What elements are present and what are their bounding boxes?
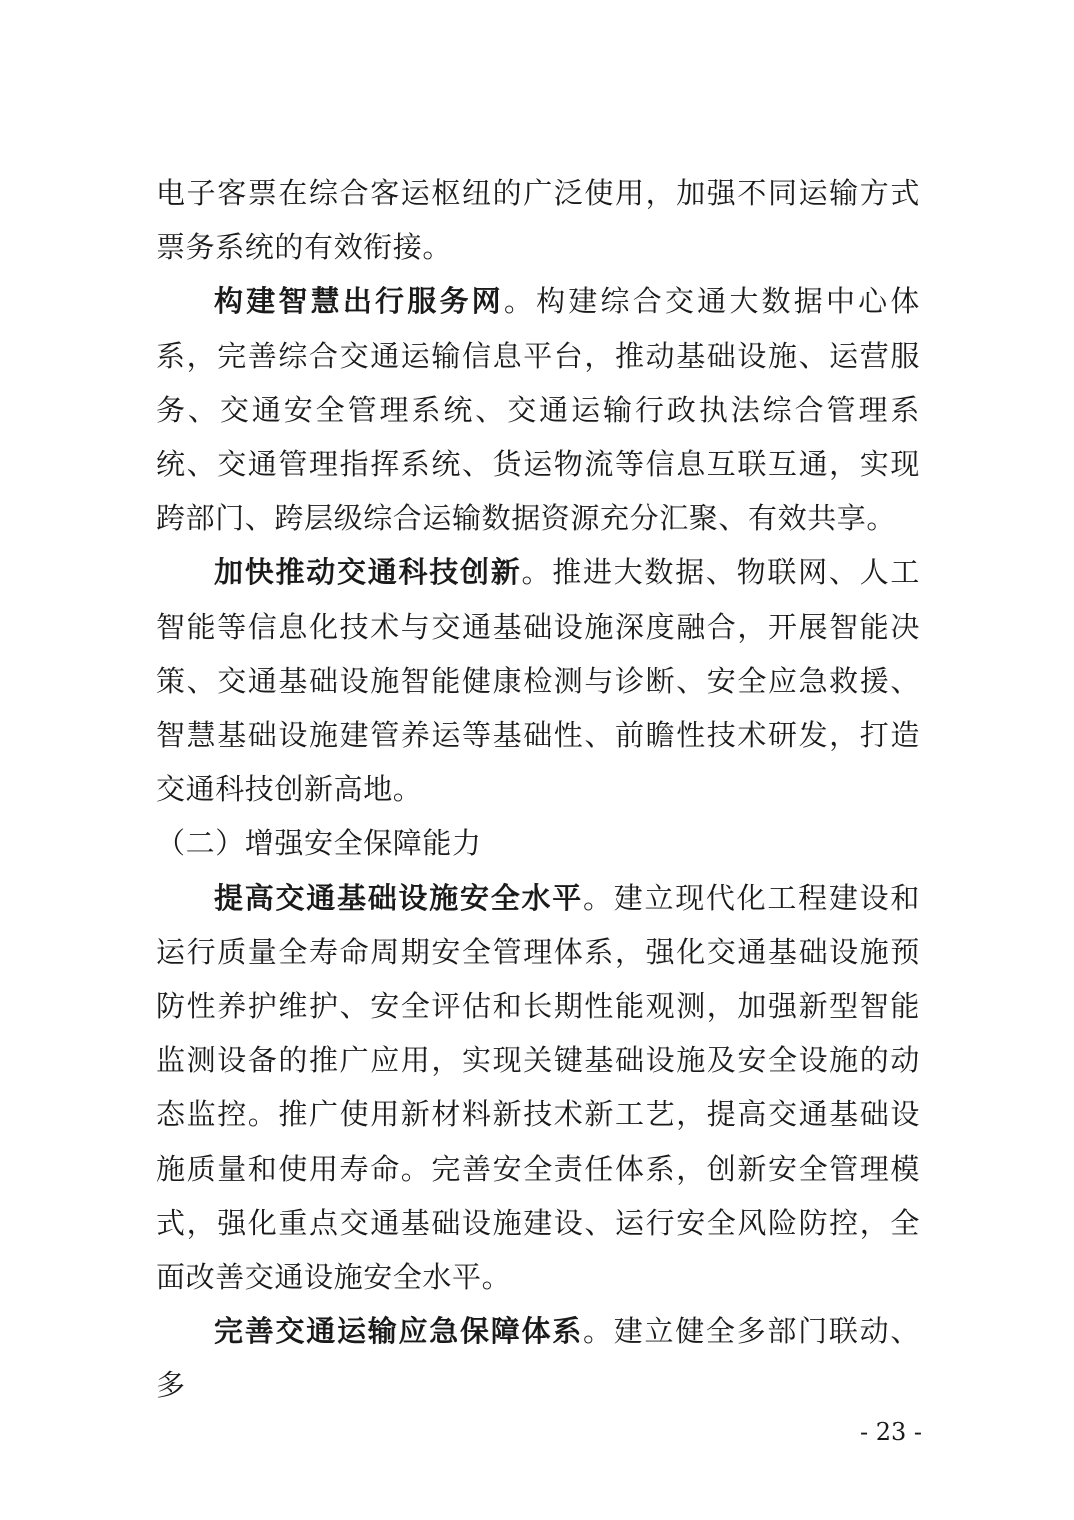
- paragraph-text: 电子客票在综合客运枢纽的广泛使用，加强不同运输方式票务系统的有效衔接。: [156, 176, 920, 265]
- paragraph-emergency-system: [156, 1304, 920, 1412]
- page-number: - 23 -: [859, 1418, 922, 1446]
- document-body: [156, 166, 920, 1413]
- paragraph-continuation: [156, 166, 920, 274]
- paragraph-infrastructure-safety: [156, 871, 920, 1305]
- paragraph-text: 。构建综合交通大数据中心体系，完善综合交通运输信息平台，推动基础设施、运营服务、交通安全管理系统、交通运输行政执法综合管理系统、交通管理指挥系统、货运物流等信息互联互通，实现跨部门、跨层级综合运输数据资源充分汇聚、有效共享。: [156, 284, 920, 536]
- paragraph-lead: 提高交通基础设施安全水平: [214, 880, 583, 915]
- section-heading: （二）增强安全保障能力: [156, 826, 482, 861]
- paragraph-text: 。建立健全多部门联动、多: [156, 1314, 921, 1403]
- paragraph-lead: 构建智慧出行服务网: [214, 284, 504, 319]
- paragraph-tech-innovation: [156, 545, 920, 816]
- paragraph-text: 。建立现代化工程建设和运行质量全寿命周期安全管理体系，强化交通基础设施预防性养护维护、安全评估和长期性能观测，加强新型智能监测设备的推广应用，实现关键基础设施及安全设施的动态监控。推广使用新材料新技术新工艺，提高交通基础设施质量和使用寿命。完善安全责任体系，创新安全管理模式，强化重点交通基础设施建设、运行安全风险防控，全面改善交通设施安全水平。: [156, 880, 921, 1295]
- paragraph-text: 。推进大数据、物联网、人工智能等信息化技术与交通基础设施深度融合，开展智能决策、交通基础设施智能健康检测与诊断、安全应急救援、智慧基础设施建管养运等基础性、前瞻性技术研发，打造交通科技创新高地。: [156, 555, 920, 807]
- paragraph-smart-travel: [156, 274, 920, 545]
- paragraph-lead: 加快推动交通科技创新: [214, 555, 522, 590]
- paragraph-lead: 完善交通运输应急保障体系: [214, 1314, 583, 1349]
